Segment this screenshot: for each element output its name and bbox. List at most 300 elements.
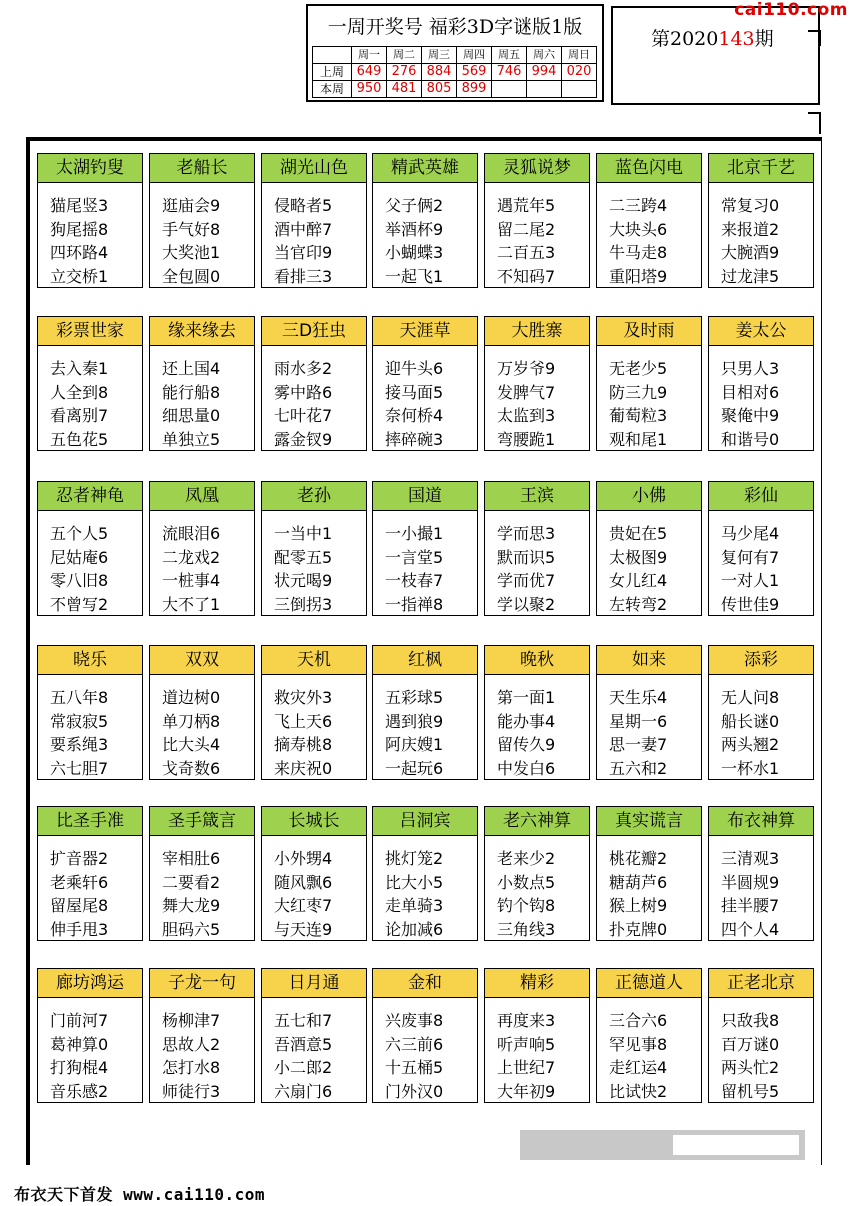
puzzle-title: 红枫 (372, 645, 478, 675)
puzzle-line: 单刀柄8 (162, 711, 221, 731)
puzzle-card (596, 806, 702, 941)
puzzle-line: 能行船8 (162, 382, 221, 402)
puzzle-card (372, 316, 478, 451)
puzzle-line: 老来少2 (497, 849, 556, 868)
puzzle-title: 小佛 (596, 481, 702, 511)
puzzle-lines (372, 182, 478, 288)
puzzle-line: 两头翘2 (721, 735, 780, 754)
puzzle-card (149, 806, 255, 941)
puzzle-line: 五色花5 (50, 429, 109, 449)
puzzle-line: 随风飘6 (274, 872, 333, 892)
puzzle-line: 贵妃在5 (609, 524, 668, 543)
puzzle-lines (261, 345, 367, 451)
puzzle-card (708, 481, 814, 616)
puzzle-line: 学以聚2 (497, 594, 556, 614)
puzzle-line: 配零五5 (274, 547, 333, 567)
puzzle-card (37, 645, 143, 780)
puzzle-line: 二百五3 (497, 243, 556, 262)
puzzle-line: 只男人3 (721, 359, 780, 378)
puzzle-line: 摔碎碗3 (385, 429, 444, 449)
puzzle-line: 思一妻7 (609, 735, 668, 754)
puzzle-card (484, 481, 590, 616)
puzzle-lines (372, 674, 478, 780)
period-suffix: 期 (754, 28, 774, 50)
puzzle-lines (708, 835, 814, 941)
puzzle-card (37, 968, 143, 1103)
puzzle-line: 吾酒意5 (274, 1034, 333, 1054)
puzzle-line: 师徒行3 (162, 1081, 221, 1101)
puzzle-card (708, 316, 814, 451)
puzzle-line: 与天连9 (274, 919, 333, 939)
puzzle-line: 一言堂5 (385, 547, 444, 567)
puzzle-line: 无老少5 (609, 359, 668, 378)
puzzle-card (261, 481, 367, 616)
puzzle-title: 天机 (261, 645, 367, 675)
puzzle-line: 学而优7 (497, 571, 556, 590)
puzzle-line: 只敌我8 (721, 1011, 780, 1030)
puzzle-line: 留屋尾8 (50, 896, 109, 915)
puzzle-lines (261, 997, 367, 1103)
puzzle-line: 二要看2 (162, 872, 221, 892)
puzzle-lines (37, 997, 143, 1103)
puzzle-card (708, 153, 814, 288)
puzzle-title: 老六神算 (484, 806, 590, 836)
puzzle-line: 伸手甩3 (50, 919, 109, 939)
puzzle-line: 胆码六5 (162, 919, 221, 939)
puzzle-line: 老乘轩6 (50, 872, 109, 892)
puzzle-line: 三倒拐3 (274, 594, 333, 614)
puzzle-card (596, 481, 702, 616)
puzzle-card (37, 481, 143, 616)
puzzle-line: 再度来3 (497, 1011, 556, 1030)
puzzle-lines (484, 510, 590, 616)
puzzle-lines (149, 997, 255, 1103)
puzzle-lines (484, 835, 590, 941)
puzzle-lines (149, 182, 255, 288)
puzzle-title: 王滨 (484, 481, 590, 511)
puzzle-line: 来报道2 (721, 219, 780, 239)
puzzle-line: 父子俩2 (385, 196, 444, 215)
puzzle-line: 状元喝9 (274, 571, 333, 590)
puzzle-line: 单独立5 (162, 429, 221, 449)
puzzle-line: 百万谜0 (721, 1034, 780, 1054)
puzzle-lines (149, 510, 255, 616)
puzzle-lines (708, 674, 814, 780)
footer-credit: 布衣天下首发 www.cai110.com (14, 1185, 265, 1204)
puzzle-title: 湖光山色 (261, 153, 367, 183)
puzzle-line: 打狗棍4 (50, 1058, 109, 1077)
puzzle-title: 老孙 (261, 481, 367, 511)
puzzle-card (596, 968, 702, 1103)
puzzle-lines (708, 997, 814, 1103)
puzzle-lines (37, 345, 143, 451)
puzzle-line: 狗尾摇8 (50, 219, 109, 239)
puzzle-card (372, 968, 478, 1103)
puzzle-line: 三角线3 (497, 919, 556, 939)
puzzle-line: 小外甥4 (274, 849, 333, 868)
puzzle-lines (596, 997, 702, 1103)
period-panel (611, 6, 820, 105)
puzzle-line: 扩音器2 (50, 849, 109, 868)
draw-number: 569 (457, 64, 492, 81)
puzzle-card (484, 645, 590, 780)
puzzle-line: 小二郎2 (274, 1058, 333, 1077)
puzzle-line: 葡萄粒3 (609, 406, 668, 425)
puzzle-line: 奈何桥4 (385, 406, 444, 425)
puzzle-line: 还上国4 (162, 359, 221, 378)
puzzle-line: 万岁爷9 (497, 359, 556, 378)
puzzle-line: 五七和7 (274, 1011, 333, 1030)
puzzle-card (149, 968, 255, 1103)
puzzle-line: 左转弯2 (609, 594, 668, 614)
puzzle-title: 彩票世家 (37, 316, 143, 346)
puzzle-line: 发脾气7 (497, 382, 556, 402)
row-label: 本周 (313, 81, 352, 98)
puzzle-line: 防三九9 (609, 382, 668, 402)
puzzle-line: 逛庙会9 (162, 196, 221, 215)
draw-number: 884 (422, 64, 457, 81)
puzzle-line: 观和尾1 (609, 429, 668, 449)
puzzle-line: 重阳塔9 (609, 266, 668, 286)
weekly-draw-table (312, 46, 597, 98)
puzzle-title: 老船长 (149, 153, 255, 183)
puzzle-line: 无人问8 (721, 688, 780, 707)
puzzle-lines (484, 345, 590, 451)
puzzle-card (149, 153, 255, 288)
puzzle-line: 不曾写2 (50, 594, 109, 614)
footer-blank-box (673, 1135, 799, 1155)
puzzle-title: 缘来缘去 (149, 316, 255, 346)
puzzle-lines (149, 674, 255, 780)
puzzle-title: 比圣手准 (37, 806, 143, 836)
draw-number: 276 (387, 64, 422, 81)
puzzle-card (372, 645, 478, 780)
puzzle-title: 及时雨 (596, 316, 702, 346)
puzzle-line: 怎打水8 (162, 1058, 221, 1077)
puzzle-line: 全包圆0 (162, 266, 221, 286)
puzzle-line: 遇到狼9 (385, 711, 444, 731)
puzzle-title: 三D狂虫 (261, 316, 367, 346)
draw-number (562, 81, 597, 98)
puzzle-title: 灵狐说梦 (484, 153, 590, 183)
puzzle-lines (372, 510, 478, 616)
puzzle-line: 马少尾4 (721, 524, 780, 543)
puzzle-card (261, 153, 367, 288)
puzzle-lines (261, 182, 367, 288)
puzzle-line: 天生乐4 (609, 688, 668, 707)
draw-number (527, 81, 562, 98)
puzzle-line: 留传久9 (497, 735, 556, 754)
puzzle-line: 猴上树9 (609, 896, 668, 915)
puzzle-card (708, 968, 814, 1103)
puzzle-card (484, 153, 590, 288)
puzzle-card (261, 645, 367, 780)
puzzle-card (372, 153, 478, 288)
puzzle-card (484, 316, 590, 451)
puzzle-line: 能办事4 (497, 711, 556, 731)
puzzle-line: 弯腰跪1 (497, 429, 556, 449)
puzzle-line: 露金钗9 (274, 429, 333, 449)
puzzle-line: 女儿红4 (609, 571, 668, 590)
puzzle-line: 小蝴蝶3 (385, 243, 444, 262)
puzzle-line: 传世佳9 (721, 594, 780, 614)
puzzle-title: 长城长 (261, 806, 367, 836)
puzzle-line: 酒中醉7 (274, 219, 333, 239)
puzzle-title: 姜太公 (708, 316, 814, 346)
puzzle-line: 遇荒年5 (497, 196, 556, 215)
puzzle-line: 太极图9 (609, 547, 668, 567)
draw-number (492, 81, 527, 98)
puzzle-card (149, 645, 255, 780)
puzzle-line: 猫尾竖3 (50, 196, 109, 215)
puzzle-line: 一小撮1 (385, 524, 444, 543)
puzzle-line: 六七胆7 (50, 758, 109, 778)
puzzle-line: 大年初9 (497, 1081, 556, 1101)
puzzle-line: 零八旧8 (50, 571, 109, 590)
puzzle-line: 五彩球5 (385, 688, 444, 707)
puzzle-line: 门前河7 (50, 1011, 109, 1030)
row-label: 上周 (313, 64, 352, 81)
puzzle-line: 大不了1 (162, 594, 221, 614)
puzzle-line: 挂半腰7 (721, 896, 780, 915)
puzzle-lines (596, 674, 702, 780)
puzzle-line: 大红枣7 (274, 896, 333, 915)
puzzle-line: 一当中1 (274, 524, 333, 543)
puzzle-line: 三清观3 (721, 849, 780, 868)
puzzle-title: 正德道人 (596, 968, 702, 998)
puzzle-lines (484, 674, 590, 780)
puzzle-line: 常寂寂5 (50, 711, 109, 731)
puzzle-title: 晚秋 (484, 645, 590, 675)
puzzle-line: 糖葫芦6 (609, 872, 668, 892)
puzzle-line: 扑克牌0 (609, 919, 668, 939)
puzzle-line: 接马面5 (385, 382, 444, 402)
puzzle-line: 听声响5 (497, 1034, 556, 1054)
puzzle-lines (261, 510, 367, 616)
puzzle-line: 宰相肚6 (162, 849, 221, 868)
puzzle-line: 摘寿桃8 (274, 735, 333, 754)
puzzle-line: 小数点5 (497, 872, 556, 892)
puzzle-lines (37, 510, 143, 616)
puzzle-line: 一对人1 (721, 571, 780, 590)
puzzle-line: 牛马走8 (609, 243, 668, 262)
puzzle-lines (596, 510, 702, 616)
puzzle-lines (708, 510, 814, 616)
puzzle-line: 留二尾2 (497, 219, 556, 239)
puzzle-card (37, 316, 143, 451)
puzzle-lines (484, 182, 590, 288)
puzzle-lines (37, 182, 143, 288)
puzzle-lines (708, 182, 814, 288)
puzzle-line: 比大小5 (385, 872, 444, 892)
puzzle-line: 第一面1 (497, 688, 556, 707)
period-label (651, 24, 774, 51)
period-prefix: 第2020 (651, 28, 719, 50)
puzzle-title: 国道 (372, 481, 478, 511)
period-number: 143 (718, 28, 755, 50)
draw-table-corner (313, 47, 352, 64)
puzzle-line: 学而思3 (497, 524, 556, 543)
puzzle-line: 中发白6 (497, 758, 556, 778)
puzzle-card (708, 645, 814, 780)
draw-number: 020 (562, 64, 597, 81)
puzzle-lines (37, 674, 143, 780)
puzzle-line: 一指禅8 (385, 594, 444, 614)
day-header: 周一 (352, 47, 387, 64)
puzzle-line: 目相对6 (721, 382, 780, 402)
puzzle-title: 忍者神龟 (37, 481, 143, 511)
corner-mark (808, 112, 821, 134)
puzzle-line: 一杯水1 (721, 758, 780, 778)
puzzle-card (484, 968, 590, 1103)
puzzle-title: 布衣神算 (708, 806, 814, 836)
puzzle-card (149, 481, 255, 616)
puzzle-title: 凤凰 (149, 481, 255, 511)
day-header: 周二 (387, 47, 422, 64)
puzzle-line: 半圆规9 (721, 872, 780, 892)
puzzle-line: 杨柳津7 (162, 1011, 221, 1030)
puzzle-line: 大块头6 (609, 219, 668, 239)
puzzle-card (261, 316, 367, 451)
puzzle-card (372, 806, 478, 941)
puzzle-line: 一起玩6 (385, 758, 444, 778)
site-logo: cai110.com (734, 0, 848, 20)
draw-number: 649 (352, 64, 387, 81)
puzzle-lines (37, 835, 143, 941)
puzzle-line: 复何有7 (721, 547, 780, 567)
draw-number: 746 (492, 64, 527, 81)
puzzle-line: 一枝春7 (385, 571, 444, 590)
puzzle-title: 子龙一句 (149, 968, 255, 998)
puzzle-line: 葛神算0 (50, 1034, 109, 1054)
puzzle-line: 六三前6 (385, 1034, 444, 1054)
puzzle-title: 添彩 (708, 645, 814, 675)
puzzle-lines (372, 997, 478, 1103)
puzzle-line: 五八年8 (50, 688, 109, 707)
puzzle-line: 道边树0 (162, 688, 221, 707)
puzzle-line: 常复习0 (721, 196, 780, 215)
puzzle-title: 精彩 (484, 968, 590, 998)
puzzle-title: 蓝色闪电 (596, 153, 702, 183)
puzzle-lines (596, 345, 702, 451)
puzzle-line: 五六和2 (609, 758, 668, 778)
puzzle-line: 七叶花7 (274, 406, 333, 425)
puzzle-lines (149, 345, 255, 451)
puzzle-line: 细思量0 (162, 406, 221, 425)
puzzle-line: 六扇门6 (274, 1081, 333, 1101)
puzzle-lines (149, 835, 255, 941)
puzzle-line: 来庆祝0 (274, 758, 333, 778)
puzzle-line: 二龙戏2 (162, 547, 221, 567)
draw-table-day-row (313, 47, 597, 64)
puzzle-line: 立交桥1 (50, 266, 109, 286)
puzzle-title: 圣手箴言 (149, 806, 255, 836)
puzzle-line: 要系绳3 (50, 735, 109, 754)
puzzle-line: 救灾外3 (274, 688, 333, 707)
puzzle-card (708, 806, 814, 941)
puzzle-card (261, 806, 367, 941)
puzzle-line: 二三跨4 (609, 196, 668, 215)
puzzle-card (596, 645, 702, 780)
puzzle-title: 如来 (596, 645, 702, 675)
puzzle-line: 默而识5 (497, 547, 556, 567)
puzzle-line: 走红运4 (609, 1058, 668, 1077)
puzzle-line: 不知码7 (497, 266, 556, 286)
puzzle-line: 举酒杯9 (385, 219, 444, 239)
day-header: 周日 (562, 47, 597, 64)
puzzle-line: 人全到8 (50, 382, 109, 402)
puzzle-line: 挑灯笼2 (385, 849, 444, 868)
puzzle-lines (261, 835, 367, 941)
puzzle-title: 日月通 (261, 968, 367, 998)
puzzle-line: 门外汉0 (385, 1081, 444, 1101)
puzzle-line: 流眼泪6 (162, 524, 221, 543)
puzzle-line: 去入秦1 (50, 359, 109, 378)
header-title: 一周开奖号 福彩3D字谜版1版 (327, 16, 583, 38)
puzzle-line: 手气好8 (162, 219, 221, 239)
puzzle-card (596, 153, 702, 288)
day-header: 周三 (422, 47, 457, 64)
puzzle-line: 走单骑3 (385, 896, 444, 915)
day-header: 周六 (527, 47, 562, 64)
puzzle-line: 雨水多2 (274, 359, 333, 378)
puzzle-line: 星期一6 (609, 711, 668, 731)
puzzle-card (261, 968, 367, 1103)
puzzle-title: 双双 (149, 645, 255, 675)
puzzle-line: 和谐号0 (721, 429, 780, 449)
puzzle-line: 钓个钩8 (497, 896, 556, 915)
day-header: 周五 (492, 47, 527, 64)
puzzle-line: 过龙津5 (721, 266, 780, 286)
puzzle-line: 留机号5 (721, 1081, 780, 1101)
puzzle-card (149, 316, 255, 451)
puzzle-line: 十五桶5 (385, 1058, 444, 1077)
puzzle-lines (372, 835, 478, 941)
puzzle-card (484, 806, 590, 941)
draw-number: 950 (352, 81, 387, 98)
puzzle-line: 船长谜0 (721, 711, 780, 731)
puzzle-line: 飞上天6 (274, 711, 333, 731)
puzzle-line: 迎牛头6 (385, 359, 444, 378)
puzzle-lines (708, 345, 814, 451)
puzzle-line: 一桩事4 (162, 571, 221, 590)
puzzle-card (372, 481, 478, 616)
puzzle-line: 四环路4 (50, 243, 109, 262)
puzzle-line: 当官印9 (274, 243, 333, 262)
puzzle-line: 五个人5 (50, 524, 109, 543)
puzzle-title: 吕洞宾 (372, 806, 478, 836)
puzzle-line: 看离别7 (50, 406, 109, 425)
draw-table-row-last-week (313, 64, 597, 81)
puzzle-title: 彩仙 (708, 481, 814, 511)
puzzle-line: 看排三3 (274, 266, 333, 286)
puzzle-line: 两头忙2 (721, 1058, 780, 1077)
puzzle-card (596, 316, 702, 451)
puzzle-lines (372, 345, 478, 451)
puzzle-lines (261, 674, 367, 780)
puzzle-line: 音乐感2 (50, 1081, 109, 1101)
puzzle-line: 阿庆嫂1 (385, 735, 444, 754)
puzzle-line: 三合六6 (609, 1011, 668, 1030)
puzzle-title: 太湖钓叟 (37, 153, 143, 183)
puzzle-line: 戈奇数6 (162, 758, 221, 778)
draw-number: 994 (527, 64, 562, 81)
draw-number: 481 (387, 81, 422, 98)
puzzle-lines (484, 997, 590, 1103)
puzzle-title: 正老北京 (708, 968, 814, 998)
puzzle-line: 尼姑庵6 (50, 547, 109, 567)
puzzle-title: 北京千艺 (708, 153, 814, 183)
